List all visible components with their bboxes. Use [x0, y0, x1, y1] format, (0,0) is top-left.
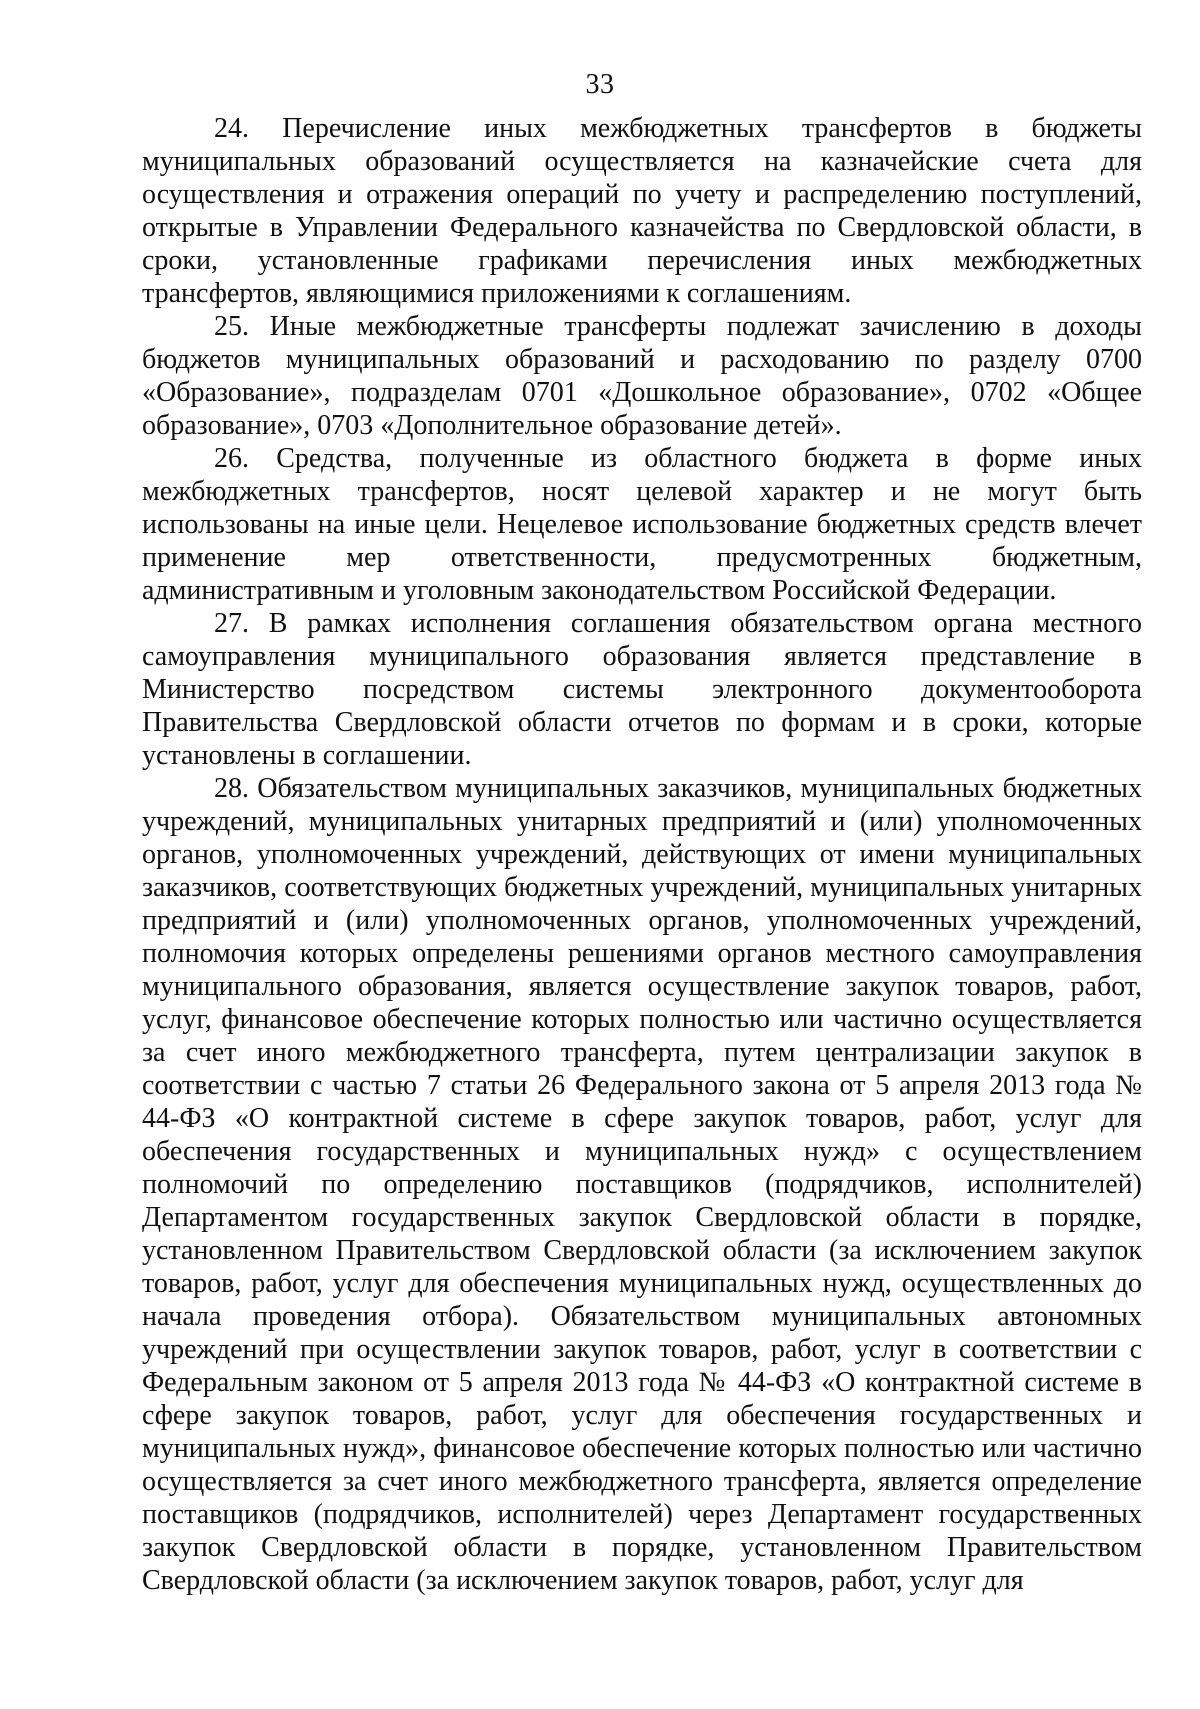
paragraph-24: 24. Перечисление иных межбюджетных трансфертов в бюджеты муниципальных образований осуществляется на казначейские счета для осуществления и отражения операций по учету и распределению поступлений, открытые в Управлении Федерального казначейства по Свердловской области, в сроки, установленные графиками перечисления иных межбюджетных трансфертов, являющимися приложениями к соглашениям.: [142, 113, 1142, 309]
paragraph-26: 26. Средства, полученные из областного бюджета в форме иных межбюджетных трансфертов, носят целевой характер и не могут быть использованы на иные цели. Нецелевое использование бюджетных средств влечет применение мер ответственности, предусмотренных бюджетным, административным и уголовным законодательством Российской Федерации.: [142, 443, 1142, 606]
paragraph-27: 27. В рамках исполнения соглашения обязательством органа местного самоуправления муниципального образования является представление в Министерство посредством системы электронного документооборота Правительства Свердловской области отчетов по формам и в сроки, которые установлены в соглашении.: [142, 608, 1142, 771]
paragraph-25: 25. Иные межбюджетные трансферты подлежат зачислению в доходы бюджетов муниципальных образований и расходованию по разделу 0700 «Образование», подразделам 0701 «Дошкольное образование», 0702 «Общее образование», 0703 «Дополнительное образование детей».: [142, 311, 1142, 441]
page-number: 33: [585, 69, 615, 100]
document-body: [142, 112, 1142, 1597]
paragraph-28: 28. Обязательством муниципальных заказчиков, муниципальных бюджетных учреждений, муниципальных унитарных предприятий и (или) уполномоченных органов, уполномоченных учреждений, действующих от имени муниципальных заказчиков, соответствующих бюджетных учреждений, муниципальных унитарных предприятий и (или) уполномоченных органов, уполномоченных учреждений, полномочия которых определены решениями органов местного самоуправления муниципального образования, является осуществление закупок товаров, работ, услуг, финансовое обеспечение которых полностью или частично осуществляется за счет иного межбюджетного трансферта, путем централизации закупок в соответствии с частью 7 статьи 26 Федерального закона от 5 апреля 2013 года № 44-ФЗ «О контрактной системе в сфере закупок товаров, работ, услуг для обеспечения государственных и муниципальных нужд» с осуществлением полномочий по определению поставщиков (подрядчиков, исполнителей) Департаментом государственных закупок Свердловской области в порядке, установленном Правительством Свердловской области (за исключением закупок товаров, работ, услуг для обеспечения муниципальных нужд, осуществленных до начала проведения отбора). Обязательством муниципальных автономных учреждений при осуществлении закупок товаров, работ, услуг в соответствии с Федеральным законом от 5 апреля 2013 года № 44-ФЗ «О контрактной системе в сфере закупок товаров, работ, услуг для обеспечения государственных и муниципальных нужд», финансовое обеспечение которых полностью или частично осуществляется за счет иного межбюджетного трансферта, является определение поставщиков (подрядчиков, исполнителей) через Департамент государственных закупок Свердловской области в порядке, установленном Правительством Свердловской области (за исключением закупок товаров, работ, услуг для: [142, 773, 1142, 1596]
